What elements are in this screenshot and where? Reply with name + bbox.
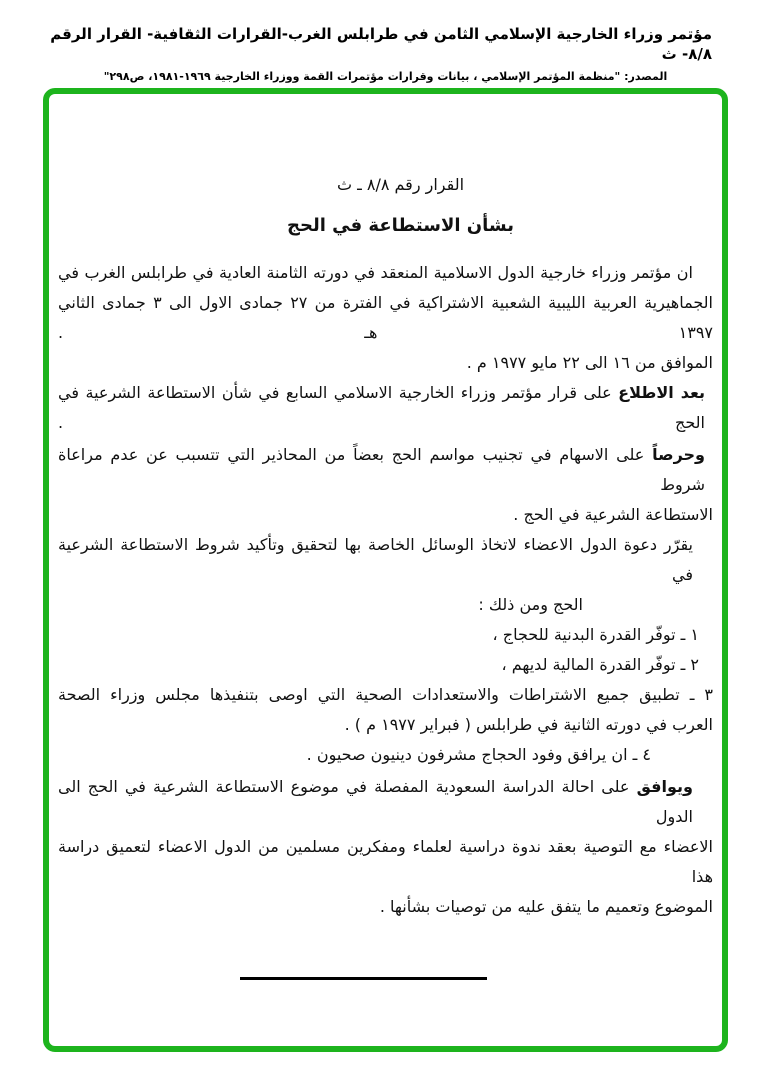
text-line [58, 440, 713, 500]
text-line: الحج ومن ذلك : [478, 595, 583, 614]
lead-word: ويوافق [636, 777, 693, 796]
text-line: ٣ ـ تطبيق جميع الاشتراطات والاستعدادات الصحية التي اوصى بتنفيذها مجلس وزراء الصحة [58, 685, 713, 704]
text-line: ٢ ـ توفّر القدرة المالية لديهم ، [501, 655, 699, 674]
paragraph-recalling [58, 378, 713, 438]
text-line: ١ ـ توفّر القدرة البدنية للحجاج ، [492, 625, 699, 644]
list-item-4 [58, 740, 713, 770]
resolution-subject: بشأن الاستطاعة في الحج [287, 215, 514, 236]
paragraph-saudi-study [58, 772, 713, 922]
list-item-1 [58, 620, 713, 650]
paragraph-concern [58, 440, 713, 530]
paragraph-decision [58, 530, 713, 620]
text-line: الموضوع وتعميم ما يتفق عليه من توصيات بشأنها . [379, 897, 713, 916]
resolution-body [49, 94, 722, 980]
text-rest: على الاسهام في تجنيب مواسم الحج بعضاً من المحاذير التي تتسبب عن عدم مراعاة شروط [58, 445, 705, 494]
lead-word: بعد الاطلاع [618, 383, 705, 402]
paragraph-session-intro [58, 258, 713, 378]
text-line: الموافق من ١٦ الى ٢٢ مايو ١٩٧٧ م . [466, 353, 713, 372]
header-title: مؤتمر وزراء الخارجية الإسلامي الثامن في طرابلس الغرب-القرارات الثقافية- القرار الرقم ٨/٨- ث [50, 25, 712, 63]
list-item-2 [58, 650, 713, 680]
document-frame [43, 88, 728, 1052]
page-header [43, 24, 728, 84]
lead-word: وحرصاً [652, 445, 705, 464]
text-rest: على احالة الدراسة السعودية المفصلة في موضوع الاستطاعة الشرعية في الحج الى الدول [58, 777, 693, 826]
text-line [58, 772, 713, 832]
text-line: الجماهيرية العربية الليبية الشعبية الاشتراكية في الفترة من ٢٧ جمادى الاول الى ٣ جمادى الثاني ١٣٩٧ هـ . [58, 293, 713, 342]
text-rest: على قرار مؤتمر وزراء الخارجية الاسلامي السابع في شأن الاستطاعة الشرعية في الحج . [58, 383, 705, 432]
text-line: العرب في دورته الثانية في طرابلس ( فبراير ١٩٧٧ م ) . [344, 715, 713, 734]
list-item-3 [58, 680, 713, 740]
text-line: الاعضاء مع التوصية بعقد ندوة دراسية لعلماء ومفكرين مسلمين من الدول الاعضاء لتعميق دراسة هذا [58, 837, 713, 886]
text-line: ان مؤتمر وزراء خارجية الدول الاسلامية المنعقد في دورته الثامنة العادية في طرابلس الغرب في [58, 263, 693, 282]
text-line: يقرّر دعوة الدول الاعضاء لاتخاذ الوسائل الخاصة بها لتحقيق وتأكيد شروط الاستطاعة الشرعية في [58, 535, 693, 584]
resolution-number: القرار رقم ٨/٨ ـ ث [336, 175, 465, 194]
text-line: ٤ ـ ان يرافق وفود الحجاج مشرفون دينيون صحيون . [306, 745, 651, 764]
footer-divider-rule [240, 977, 487, 980]
text-line: الاستطاعة الشرعية في الحج . [513, 505, 713, 524]
text-line [58, 378, 713, 438]
header-source: المصدر: "منظمة المؤتمر الإسلامي ، بيانات وقرارات مؤتمرات القمة ووزراء الخارجية ١٩٦٩-١٩٨١، ص٢٩٨" [103, 70, 668, 83]
